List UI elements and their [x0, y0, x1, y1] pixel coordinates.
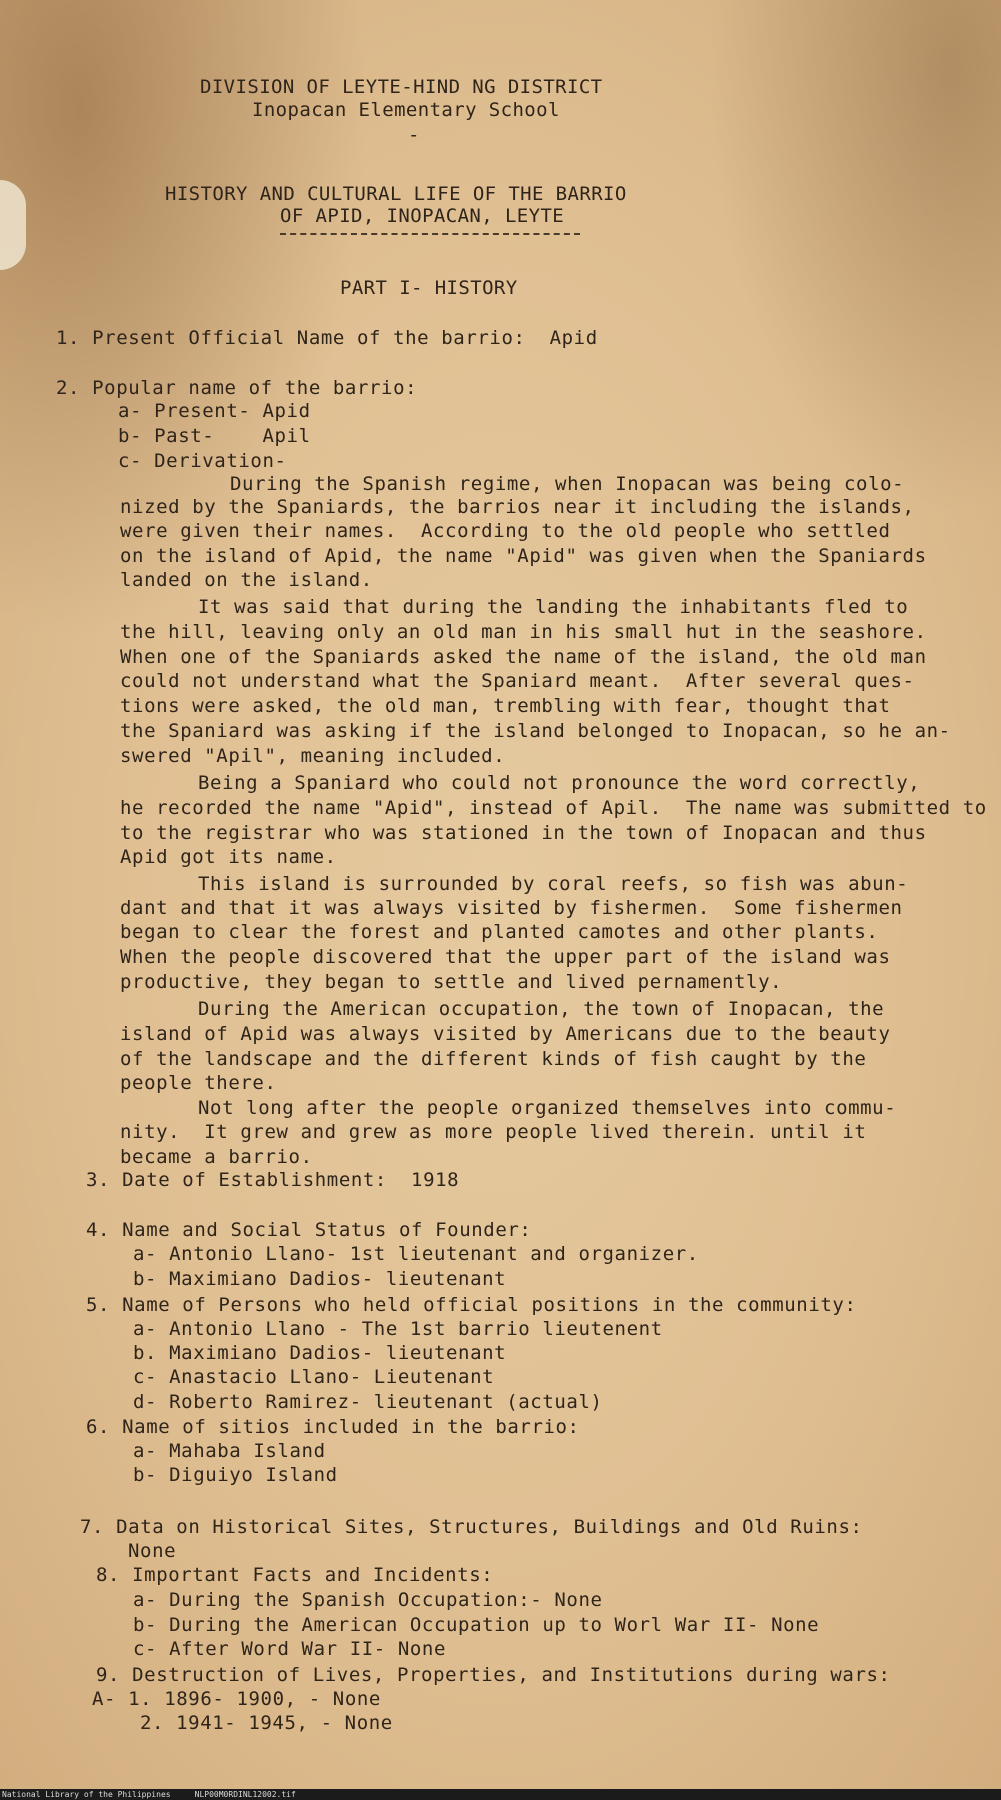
text-line: landed on the island. — [120, 569, 373, 591]
item-8c: c- After Word War II- None — [133, 1638, 447, 1660]
text-line: people there. — [120, 1072, 277, 1094]
item-2a: a- Present- Apid — [118, 400, 311, 422]
text-line: he recorded the name "Apid", instead of Apil. The name was submitted to — [120, 797, 987, 819]
text-line: Being a Spaniard who could not pronounce the word correctly, — [198, 772, 921, 794]
text-line: the hill, leaving only an old man in his small hut in the seashore. — [120, 621, 927, 643]
item-5a: a- Antonio Llano - The 1st barrio lieutenent — [133, 1318, 663, 1340]
item-6a: a- Mahaba Island — [133, 1440, 326, 1462]
item-3: 3. Date of Establishment: 1918 — [86, 1169, 460, 1191]
text-line: became a barrio. — [120, 1146, 313, 1168]
title-underline — [280, 233, 580, 235]
part-heading: PART I- HISTORY — [340, 277, 518, 299]
item-7: 7. Data on Historical Sites, Structures, Buildings and Old Ruins: — [80, 1516, 863, 1538]
item-2: 2. Popular name of the barrio: — [56, 377, 418, 399]
text-line: When the people discovered that the upper part of the island was — [120, 946, 891, 968]
item-5: 5. Name of Persons who held official positions in the community: — [86, 1294, 857, 1316]
text-line: were given their names. According to the old people who settled — [120, 520, 891, 542]
item-6: 6. Name of sitios included in the barrio: — [86, 1416, 580, 1438]
text-line: When one of the Spaniards asked the name of the island, the old man — [120, 646, 927, 668]
text-line: nized by the Spaniards, the barrios near it including the islands, — [120, 496, 915, 518]
school-name: Inopacan Elementary School — [252, 99, 560, 121]
text-line: of the landscape and the different kinds of fish caught by the — [120, 1048, 867, 1070]
item-9a-1: A- 1. 1896- 1900, - None — [92, 1688, 381, 1710]
text-line: on the island of Apid, the name "Apid" was given when the Spaniards — [120, 545, 927, 567]
item-4a: a- Antonio Llano- 1st lieutenant and organizer. — [133, 1243, 699, 1265]
item-5c: c- Anastacio Llano- Lieutenant — [133, 1366, 495, 1388]
header-separator: - — [408, 124, 420, 146]
item-8a: a- During the Spanish Occupation:- None — [133, 1589, 603, 1611]
text-line: Apid got its name. — [120, 846, 337, 868]
paper-tear — [0, 180, 26, 270]
text-line: It was said that during the landing the inhabitants fled to — [198, 596, 909, 618]
item-7-answer: None — [128, 1540, 177, 1562]
text-line: This island is surrounded by coral reefs, so fish was abun- — [198, 873, 909, 895]
division-heading: DIVISION OF LEYTE-HIND NG DISTRICT — [200, 76, 603, 98]
text-line: nity. It grew and grew as more people lived therein. until it — [120, 1121, 867, 1143]
text-line: dant and that it was always visited by fishermen. Some fishermen — [120, 897, 903, 919]
item-8b: b- During the American Occupation up to Worl War II- None — [133, 1614, 820, 1636]
text-line: During the American occupation, the town of Inopacan, the — [198, 998, 885, 1020]
document-title-line-2: OF APID, INOPACAN, LEYTE — [280, 205, 565, 227]
text-line: tions were asked, the old man, trembling with fear, thought that — [120, 695, 891, 717]
item-8: 8. Important Facts and Incidents: — [96, 1564, 494, 1586]
text-line: could not understand what the Spaniard meant. After several ques- — [120, 670, 915, 692]
archive-footer: National Library of the Philippines NLP00M0RDINL12002.tif — [0, 1789, 1001, 1800]
text-line: swered "Apil", meaning included. — [120, 745, 506, 767]
item-9a-2: 2. 1941- 1945, - None — [140, 1712, 393, 1734]
item-4b: b- Maximiano Dadios- lieutenant — [133, 1268, 507, 1290]
text-line: to the registrar who was stationed in the town of Inopacan and thus — [120, 822, 927, 844]
item-2b: b- Past- Apil — [118, 425, 311, 447]
item-2c: c- Derivation- — [118, 450, 287, 472]
text-line: the Spaniard was asking if the island belonged to Inopacan, so he an- — [120, 720, 951, 742]
document-title-line-1: HISTORY AND CULTURAL LIFE OF THE BARRIO — [165, 183, 627, 205]
text-line: island of Apid was always visited by Americans due to the beauty — [120, 1023, 891, 1045]
item-9: 9. Destruction of Lives, Properties, and Institutions during wars: — [96, 1664, 891, 1686]
item-5b: b. Maximiano Dadios- lieutenant — [133, 1342, 507, 1364]
text-line: During the Spanish regime, when Inopacan was being colo- — [230, 473, 905, 495]
text-line: productive, they began to settle and lived pernamently. — [120, 971, 783, 993]
item-5d: d- Roberto Ramirez- lieutenant (actual) — [133, 1391, 603, 1413]
text-line: began to clear the forest and planted camotes and other plants. — [120, 921, 879, 943]
item-1: 1. Present Official Name of the barrio: Apid — [56, 327, 598, 349]
item-6b: b- Diguiyo Island — [133, 1464, 338, 1486]
item-4: 4. Name and Social Status of Founder: — [86, 1219, 532, 1241]
text-line: Not long after the people organized themselves into commu- — [198, 1097, 897, 1119]
